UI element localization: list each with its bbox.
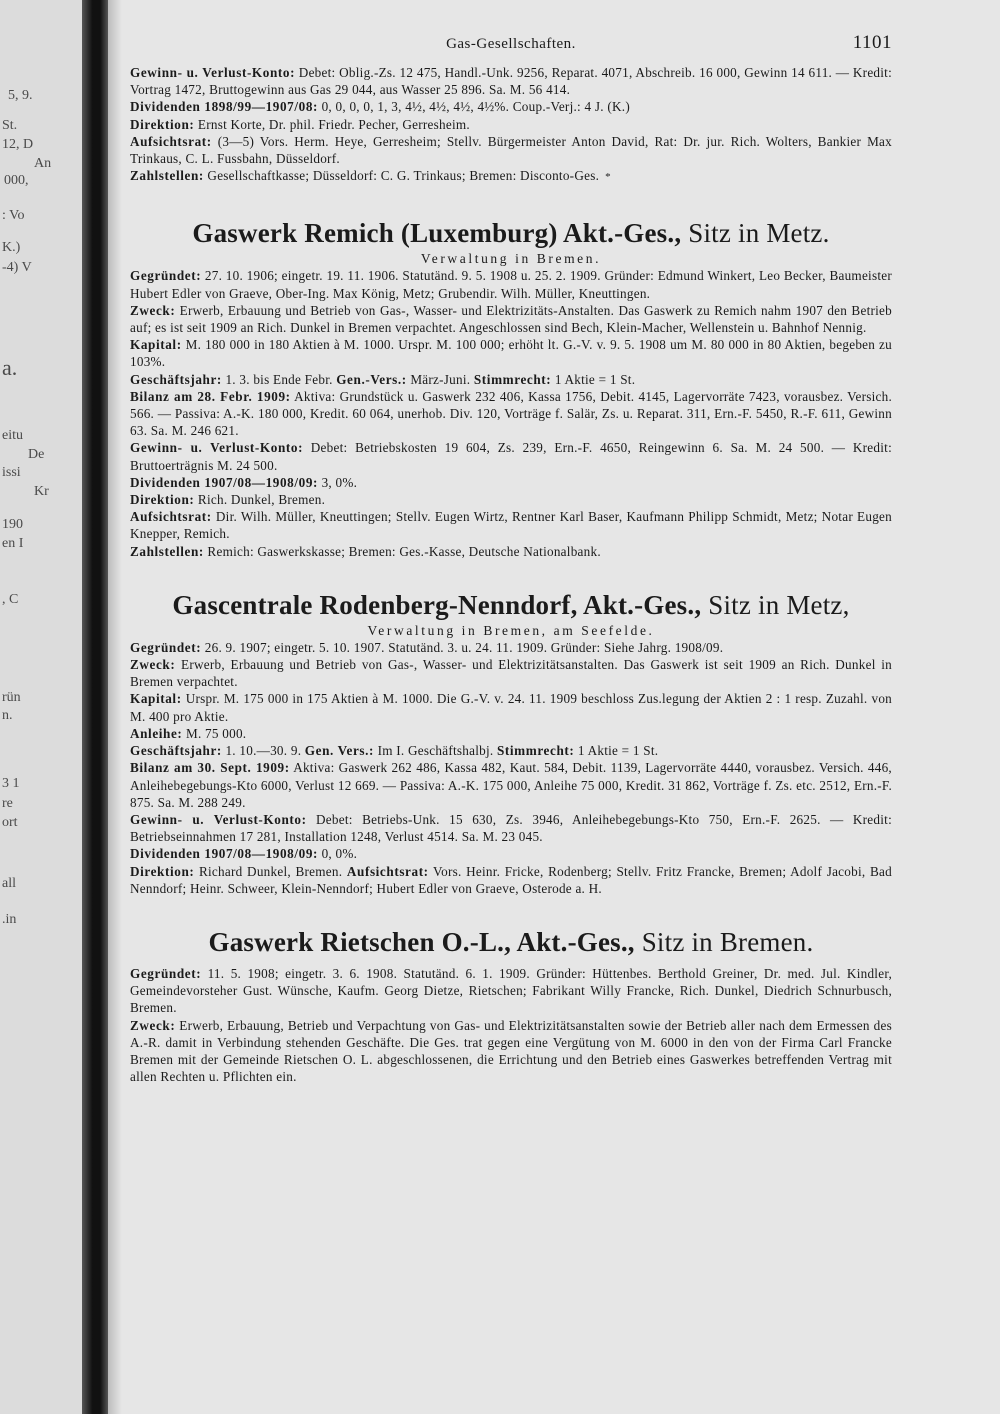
company-entry-rodenberg — [130, 588, 892, 897]
entry-label: Direktion: — [130, 492, 195, 508]
entry-label: Stimmrecht: — [496, 743, 575, 759]
fragment-text: 12, D — [2, 137, 34, 152]
fragment-text: -4) V — [2, 260, 32, 275]
entry-label: Gegründet: — [130, 965, 202, 981]
entry-paragraph — [130, 690, 892, 724]
entry-label: Direktion: — [130, 863, 195, 879]
fragment-text: en I — [2, 536, 24, 551]
entry-label: Bilanz am 30. Sept. 1909: — [130, 760, 290, 776]
fragment-text: St. — [2, 118, 18, 133]
entry-label: Gegründet: — [130, 268, 202, 284]
entry-text: Gesellschaftkasse; Düsseldorf: C. G. Trinkaus; Bremen: Disconto-Ges. — [207, 168, 600, 184]
entry-text: Im I. Geschäftshalbj. — [377, 743, 494, 759]
running-head — [130, 30, 892, 60]
entry-paragraph — [130, 725, 892, 742]
company-seat: Sitz in Metz. — [688, 218, 830, 249]
entry-label: Gen.-Vers.: — [336, 371, 407, 387]
company-subtitle: Verwaltung in Bremen. — [420, 251, 602, 267]
book-gutter — [82, 0, 108, 1414]
company-name: Gascentrale Rodenberg-Nenndorf, Akt.-Ges., — [172, 589, 702, 620]
entry-label: Aufsichtsrat: — [130, 509, 212, 525]
entry-label: Geschäftsjahr: — [130, 743, 222, 759]
entry-paragraph — [130, 656, 892, 690]
entry-paragraph — [130, 742, 892, 759]
entry-paragraph — [130, 439, 892, 473]
entry-paragraph — [130, 845, 892, 862]
entry-label: Zahlstellen: — [130, 543, 204, 559]
entry-label: Direktion: — [130, 116, 195, 132]
entry-label: Zahlstellen: — [130, 168, 204, 184]
entry-paragraph — [130, 508, 892, 542]
continued-entry — [130, 64, 892, 186]
entry-paragraph — [130, 64, 892, 98]
entry-text: Erwerb, Erbauung, Betrieb und Verpachtung von Gas- und Elektrizitätsanstalten sowie der Betrieb aller nach dem Ermessen des A.-R. damit in Verbindung stehenden Geschäfte. Die Ges. trat gegen eine Vergütung von M. 6000 in den von der Firma Carl Francke Bremen mit der Gemeinde Rietschen O. L. abgeschlossenen, die Errichtung und den Betrieb eines Gaswerkes betreffenden Vertrag mit allen Rechten u. Pflichten ein. — [130, 1017, 892, 1085]
entry-label: Zweck: — [130, 1017, 176, 1033]
entry-text: Remich: Gaswerkskasse; Bremen: Ges.-Kasse, Deutsche Nationalbank. — [207, 543, 601, 559]
page-number: 1101 — [852, 32, 892, 53]
entry-paragraph — [130, 116, 892, 133]
fragment-text: all — [2, 876, 16, 891]
entry-text: 3, 0%. — [321, 474, 358, 490]
company-name: Gaswerk Rietschen O.-L., Akt.-Ges., — [208, 926, 635, 957]
entry-paragraph — [130, 491, 892, 508]
entry-label: Kapital: — [130, 337, 182, 353]
company-seat: Sitz in Bremen. — [641, 926, 814, 957]
entry-text: 26. 9. 1907; eingetr. 5. 10. 1907. Statutänd. 3. u. 24. 11. 1909. Gründer: Siehe Jahrg. 1908/09. — [204, 639, 724, 655]
fragment-text: re — [2, 796, 13, 811]
entry-label: Kapital: — [130, 691, 182, 707]
entry-text: Dir. Wilh. Müller, Kneuttingen; Stellv. Eugen Wirtz, Rentner Karl Baser, Kaufmann Philipp Schmidt, Metz; Notar Eugen Knepper, Remich. — [130, 509, 892, 542]
entry-paragraph — [130, 474, 892, 491]
entry-paragraph — [130, 336, 892, 370]
company-entry-remich — [130, 216, 892, 559]
entry-text: M. 75 000. — [185, 725, 247, 741]
entry-paragraph — [130, 98, 892, 115]
entry-text: (3—5) Vors. Herm. Heye, Gerresheim; Stellv. Bürgermeister Anton David, Rat: Dr. jur. Rich. Wolters, Bankier Max Trinkaus, C. L. Fussbahn, Düsseldorf. — [130, 133, 893, 167]
fragment-text: 190 — [2, 517, 23, 532]
company-name: Gaswerk Remich (Luxemburg) Akt.-Ges., — [192, 218, 682, 249]
entry-text: Debet: Oblig.-Zs. 12 475, Handl.-Unk. 9256, Reparat. 4071, Abschreib. 16 000, Gewinn 14 611. — Kredit: Vortrag 1472, Bruttogewinn aus Gas 29 044, aus Wasser 25 896. Sa. M. 56 414. — [130, 65, 893, 98]
entry-paragraph — [130, 759, 892, 811]
entry-text: Urspr. M. 175 000 in 175 Aktien à M. 1000. Die G.-V. v. 24. 11. 1909 beschloss Zus.legung der Aktien 2 : 1 resp. Zuzahl. von M. 400 pro Aktie. — [130, 691, 893, 724]
entry-text: März-Juni. — [410, 371, 471, 387]
running-head-title: Gas-Gesellschaften. — [446, 36, 576, 52]
entry-label: Gewinn- u. Verlust-Konto: — [130, 440, 304, 456]
page-content — [130, 30, 892, 1085]
entry-text: M. 180 000 in 180 Aktien à M. 1000. Urspr. M. 100 000; erhöht lt. G.-V. v. 9. 5. 1908 um M. 80 000 in 80 Aktien, begeben zu 103%. — [130, 337, 893, 370]
entry-paragraph — [130, 302, 892, 336]
entry-paragraph — [130, 543, 892, 560]
company-title — [130, 588, 892, 622]
entry-text: 0, 0, 0, 0, 1, 3, 4½, 4½, 4½, 4½%. Coup.-Verj.: 4 J. (K.) — [321, 99, 630, 115]
entry-text: Debet: Betriebskosten 19 604, Zs. 239, Ern.-F. 4650, Reingewinn 6. Sa. M. 24 500. — Kredit: Bruttoerträgnis M. 24 500. — [130, 440, 892, 473]
fragment-text: K.) — [2, 240, 21, 255]
company-seat: Sitz in Metz, — [708, 589, 850, 620]
entry-text: 11. 5. 1908; eingetr. 3. 6. 1908. Statutänd. 6. 1. 1909. Gründer: Hüttenbes. Berthold Greiner, Dr. med. Jul. Kindler, Gemeindevorsteher Gust. Wünsche, Kaufm. Georg Dietze, Rietschen; Fabrikant Willy Francke, Rich. Dunkel, Diedrich Schnurbusch, Bremen. — [130, 965, 892, 1016]
entry-paragraph — [130, 965, 892, 1017]
fragment-text: , C — [2, 592, 19, 607]
fragment-text: 000, — [4, 173, 29, 188]
fragment-text: 5, 9. — [8, 88, 33, 103]
entry-label: Gegründet: — [130, 639, 202, 655]
fragment-text: rün — [2, 690, 21, 705]
entry-text: Aktiva: Grundstück u. Gaswerk 232 406, Kassa 1756, Debit. 4145, Lagervorräte 7423, vorausbez. Versich. 566. — Passiva: A.-K. 180 000, Kredit. 60 064, unerhob. Div. 120, Vorträge f. Salär, Zs. u. Reparat. 311, Ern.-F. 5450, R.-F. 611, Gewinn 63. Sa. M. 246 621. — [130, 388, 893, 439]
entry-text: Erwerb, Erbauung und Betrieb von Gas-, Wasser- und Elektrizitäts-Anstalten. Das Gaswerk zu Remich nahm 1907 den Betrieb auf; es ist seit 1909 an Rich. Dunkel in Bremen verpachtet. Angeschlossen sind Bech, Klein-Macher, Wellenstein u. Bahnhof Nennig. — [130, 302, 892, 336]
gutter-shadow — [108, 0, 122, 1414]
entry-text: 1 Aktie = 1 St. — [554, 371, 636, 387]
entry-text: 1. 3. bis Ende Febr. — [225, 371, 333, 387]
entry-text: Ernst Korte, Dr. phil. Friedr. Pecher, Gerresheim. — [197, 116, 470, 132]
entry-paragraph — [130, 167, 892, 186]
entry-text: 27. 10. 1906; eingetr. 19. 11. 1906. Statutänd. 9. 5. 1908 u. 25. 2. 1909. Gründer: Edmund Winkert, Leo Becker, Baumeister Hubert Edler von Graeve, Ober-Ing. Max König, Metz; Grubendir. Wilh. Müller, Kneuttingen. — [130, 268, 892, 301]
entry-paragraph — [130, 811, 892, 845]
fragment-text: 3 1 — [2, 776, 20, 791]
fragment-text: eitu — [2, 428, 23, 443]
entry-text: Aktiva: Gaswerk 262 486, Kassa 482, Kaut. 584, Debit. 1139, Lagervorräte 4440, vorausbez. Versich. 446, Anleihebegebungs-Kto 6000, Verlust 12 669. — Passiva: A.-K. 175 000, Anleihe 75 000, Kredit. 31 862, Vorträge f. Zs. etc. 2512, Ern.-F. 875. Sa. M. 288 249. — [130, 760, 892, 810]
entry-paragraph — [130, 863, 892, 897]
footnote-mark: * — [605, 171, 611, 184]
entry-text: 1. 10.—30. 9. — [225, 743, 302, 759]
entry-label: Stimmrecht: — [473, 371, 552, 387]
fragment-text: n. — [2, 708, 13, 723]
company-entry-rietschen — [130, 925, 892, 1085]
entry-paragraph — [130, 267, 892, 301]
company-subtitle: Verwaltung in Bremen, am Seefelde. — [367, 622, 655, 638]
entry-paragraph — [130, 639, 892, 656]
entry-label: Aufsichtsrat: — [130, 133, 212, 149]
entry-label: Anleihe: — [130, 725, 183, 741]
entry-label: Gewinn- u. Verlust-Konto: — [130, 811, 307, 827]
entry-label: Zweck: — [130, 657, 176, 673]
entry-paragraph — [130, 388, 892, 440]
company-title — [130, 216, 892, 250]
fragment-text: An — [34, 156, 52, 171]
fragment-text: : Vo — [2, 208, 25, 223]
entry-paragraph — [130, 1017, 892, 1086]
entry-label: Bilanz am 28. Febr. 1909: — [130, 388, 291, 404]
entry-label: Dividenden 1898/99—1907/08: — [130, 99, 319, 115]
entry-label: Dividenden 1907/08—1908/09: — [130, 846, 319, 862]
entry-text: Vors. Heinr. Fricke, Rodenberg; Stellv. Fritz Francke, Bremen; Adolf Jacobi, Bad Nenndorf; Heinr. Schweer, Klein-Nenndorf; Hubert Edler von Graeve, Osterode a. H. — [130, 863, 893, 896]
left-page-fragment — [0, 0, 82, 1414]
fragment-text: issi — [2, 465, 21, 480]
entry-text: Rich. Dunkel, Bremen. — [197, 492, 326, 508]
entry-label: Gewinn- u. Verlust-Konto: — [130, 65, 296, 80]
entry-text: Debet: Betriebs-Unk. 15 630, Zs. 3946, Anleihebegebungs-Kto 750, Ern.-F. 2625. — Kredit: Betriebseinnahmen 17 281, Installation 1248, Verlust 4514. Sa. M. 23 045. — [130, 811, 893, 845]
company-title — [130, 925, 892, 959]
fragment-text: Kr — [34, 484, 49, 499]
fragment-text: De — [28, 447, 45, 462]
entry-label: Geschäftsjahr: — [130, 371, 222, 387]
entry-label: Aufsichtsrat: — [346, 863, 429, 879]
fragment-text: ort — [2, 815, 18, 830]
entry-text: 0, 0%. — [321, 846, 358, 862]
entry-text: Richard Dunkel, Bremen. — [198, 863, 343, 879]
entry-paragraph — [130, 133, 892, 167]
fragment-text: a. — [2, 355, 18, 380]
entry-paragraph — [130, 371, 892, 388]
entry-text: 1 Aktie = 1 St. — [577, 743, 659, 759]
entry-label: Gen. Vers.: — [304, 743, 375, 759]
entry-label: Dividenden 1907/08—1908/09: — [130, 474, 319, 490]
entry-text: Erwerb, Erbauung und Betrieb von Gas-, Wasser- und Elektrizitätsanstalten. Das Gaswerk ist seit 1909 an Rich. Dunkel in Bremen verpachtet. — [130, 657, 893, 690]
entry-label: Zweck: — [130, 302, 176, 318]
fragment-text: .in — [2, 912, 17, 927]
